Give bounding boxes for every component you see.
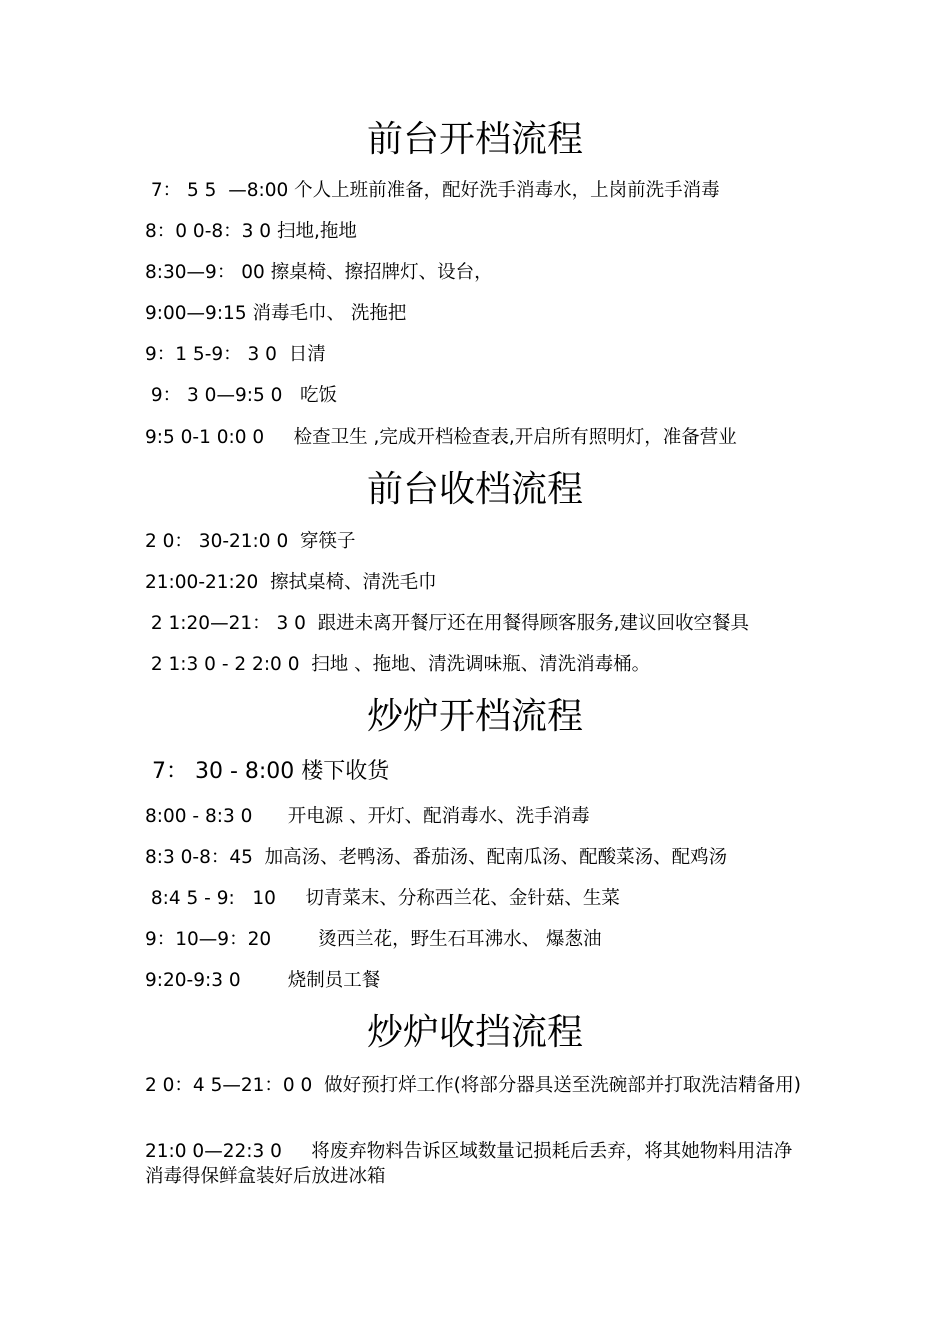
- section-title-front-desk-opening: 前台开档流程: [366, 119, 583, 160]
- schedule-line: 9:00—9:15 消毒毛巾、 洗拖把: [145, 303, 407, 324]
- schedule-line: 7： 30 - 8:00 楼下收货: [145, 759, 390, 784]
- schedule-line: 9： 3 0—9:5 0 吃饭: [145, 385, 338, 406]
- schedule-line: 2 0： 30-21:0 0 穿筷子: [145, 531, 356, 552]
- section-title-front-desk-closing: 前台收档流程: [366, 469, 583, 510]
- schedule-line: 8：0 0-8：3 0 扫地,拖地: [145, 221, 357, 242]
- schedule-line: 9：10—9：20 烫西兰花，野生石耳沸水、 爆葱油: [145, 929, 602, 950]
- section-title-stove-opening: 炒炉开档流程: [366, 696, 583, 737]
- schedule-line: 9：1 5-9： 3 0 日清: [145, 344, 326, 365]
- schedule-line: 21:00-21:20 擦拭桌椅、清洗毛巾: [145, 572, 437, 593]
- schedule-line: 8:30—9： 00 擦桌椅、擦招牌灯、设台，: [145, 262, 493, 283]
- schedule-line: 9:20-9:3 0 烧制员工餐: [145, 970, 381, 991]
- schedule-line: 8:3 0-8：45 加高汤、老鸭汤、番茄汤、配南瓜汤、配酸菜汤、配鸡汤: [145, 847, 728, 868]
- schedule-line: 7： 5 5 —8:00 个人上班前准备，配好洗手消毒水，上岗前洗手消毒: [145, 180, 720, 201]
- schedule-line: 2 0：4 5—21：0 0 做好预打烊工作(将部分器具送至洗碗部并打取洗洁精备用): [145, 1075, 802, 1096]
- schedule-line: 2 1:3 0 - 2 2:0 0 扫地 、拖地、清洗调味瓶、清洗消毒桶。: [145, 654, 651, 675]
- schedule-line: 2 1:20—21： 3 0 跟进未离开餐厅还在用餐得顾客服务,建议回收空餐具: [145, 613, 750, 634]
- schedule-line: 9:5 0-1 0:0 0 检查卫生 ,完成开档检查表,开启所有照明灯，准备营业: [145, 427, 737, 448]
- schedule-line: 21:0 0—22:3 0 将废弃物料告诉区域数量记损耗后丢弃，将其她物料用洁净消毒得保鲜盒装好后放进冰箱: [145, 1141, 793, 1187]
- schedule-line: 8:00 - 8:3 0 开电源 、开灯、配消毒水、洗手消毒: [145, 806, 590, 827]
- section-title-stove-closing: 炒炉收挡流程: [366, 1012, 583, 1053]
- schedule-line: 8:4 5 - 9: 10 切青菜末、分称西兰花、金针菇、生菜: [145, 888, 620, 909]
